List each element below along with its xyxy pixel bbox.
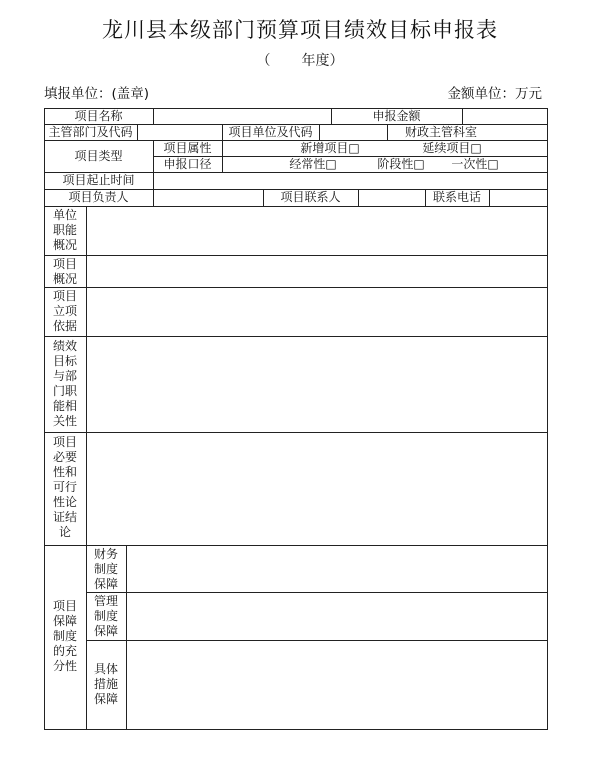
project-leader-label: 项目负责人 xyxy=(68,190,129,205)
finance-system-field[interactable] xyxy=(126,545,548,592)
start-end-time-label: 项目起止时间 xyxy=(62,173,135,188)
onetime-checkbox[interactable]: 一次性□ xyxy=(451,156,499,171)
finance-system-label: 财务 制度 保障 xyxy=(93,547,118,591)
unit-code-label: 项目单位及代码 xyxy=(228,124,313,139)
project-basis-field[interactable] xyxy=(86,287,548,336)
specific-measures-label: 具体 措施 保障 xyxy=(93,662,118,706)
finance-office-field[interactable] xyxy=(495,124,548,140)
management-system-label: 管理 制度 保障 xyxy=(93,594,118,638)
continue-project-checkbox[interactable]: 延续项目□ xyxy=(422,140,482,155)
unit-code-field[interactable] xyxy=(319,124,387,140)
necessity-field[interactable] xyxy=(86,432,548,545)
regular-checkbox[interactable]: 经常性□ xyxy=(289,156,337,171)
new-project-checkbox[interactable]: 新增项目□ xyxy=(300,140,360,155)
performance-relevance-field[interactable] xyxy=(86,336,548,432)
project-basis-label: 项目 立项 依据 xyxy=(52,289,77,333)
project-type-label: 项目类型 xyxy=(74,148,123,163)
project-contact-field[interactable] xyxy=(358,189,425,206)
necessity-label: 项目 必要 性和 可行 性论 证结 论 xyxy=(52,435,77,539)
dept-code-label: 主管部门及代码 xyxy=(48,124,133,139)
project-attr-label: 项目属性 xyxy=(163,140,212,155)
fill-unit-label: 填报单位：(盖章) xyxy=(44,86,150,102)
project-contact-label: 项目联系人 xyxy=(280,190,341,205)
contact-phone-label: 联系电话 xyxy=(432,190,481,205)
project-overview-label: 项目 概况 xyxy=(52,257,77,286)
performance-relevance-label: 绩效 目标 与部 门职 能相 关性 xyxy=(52,339,77,428)
guarantee-label: 项目 保障 制度 的充 分性 xyxy=(52,599,77,673)
apply-amount-field[interactable] xyxy=(462,108,548,124)
contact-phone-field[interactable] xyxy=(489,189,548,206)
specific-measures-field[interactable] xyxy=(126,640,548,729)
start-end-time-field[interactable] xyxy=(153,172,548,189)
project-name-field[interactable] xyxy=(153,108,331,124)
phased-checkbox[interactable]: 阶段性□ xyxy=(377,156,425,171)
unit-function-field[interactable] xyxy=(86,206,548,255)
unit-function-label: 单位 职能 概况 xyxy=(52,208,77,252)
project-name-label: 项目名称 xyxy=(74,108,123,123)
project-leader-field[interactable] xyxy=(153,189,263,206)
dept-code-field[interactable] xyxy=(137,124,222,140)
management-system-field[interactable] xyxy=(126,592,548,640)
year-open-paren: （ xyxy=(256,53,271,69)
apply-amount-label: 申报金额 xyxy=(372,108,421,123)
apply-scope-label: 申报口径 xyxy=(163,156,212,171)
form-title: 龙川县本级部门预算项目绩效目标申报表 xyxy=(102,18,498,42)
finance-office-label: 财政主管科室 xyxy=(404,124,477,139)
year-label: 年度） xyxy=(301,53,344,69)
project-overview-field[interactable] xyxy=(86,255,548,287)
amount-unit-label: 金额单位：万元 xyxy=(447,86,542,102)
